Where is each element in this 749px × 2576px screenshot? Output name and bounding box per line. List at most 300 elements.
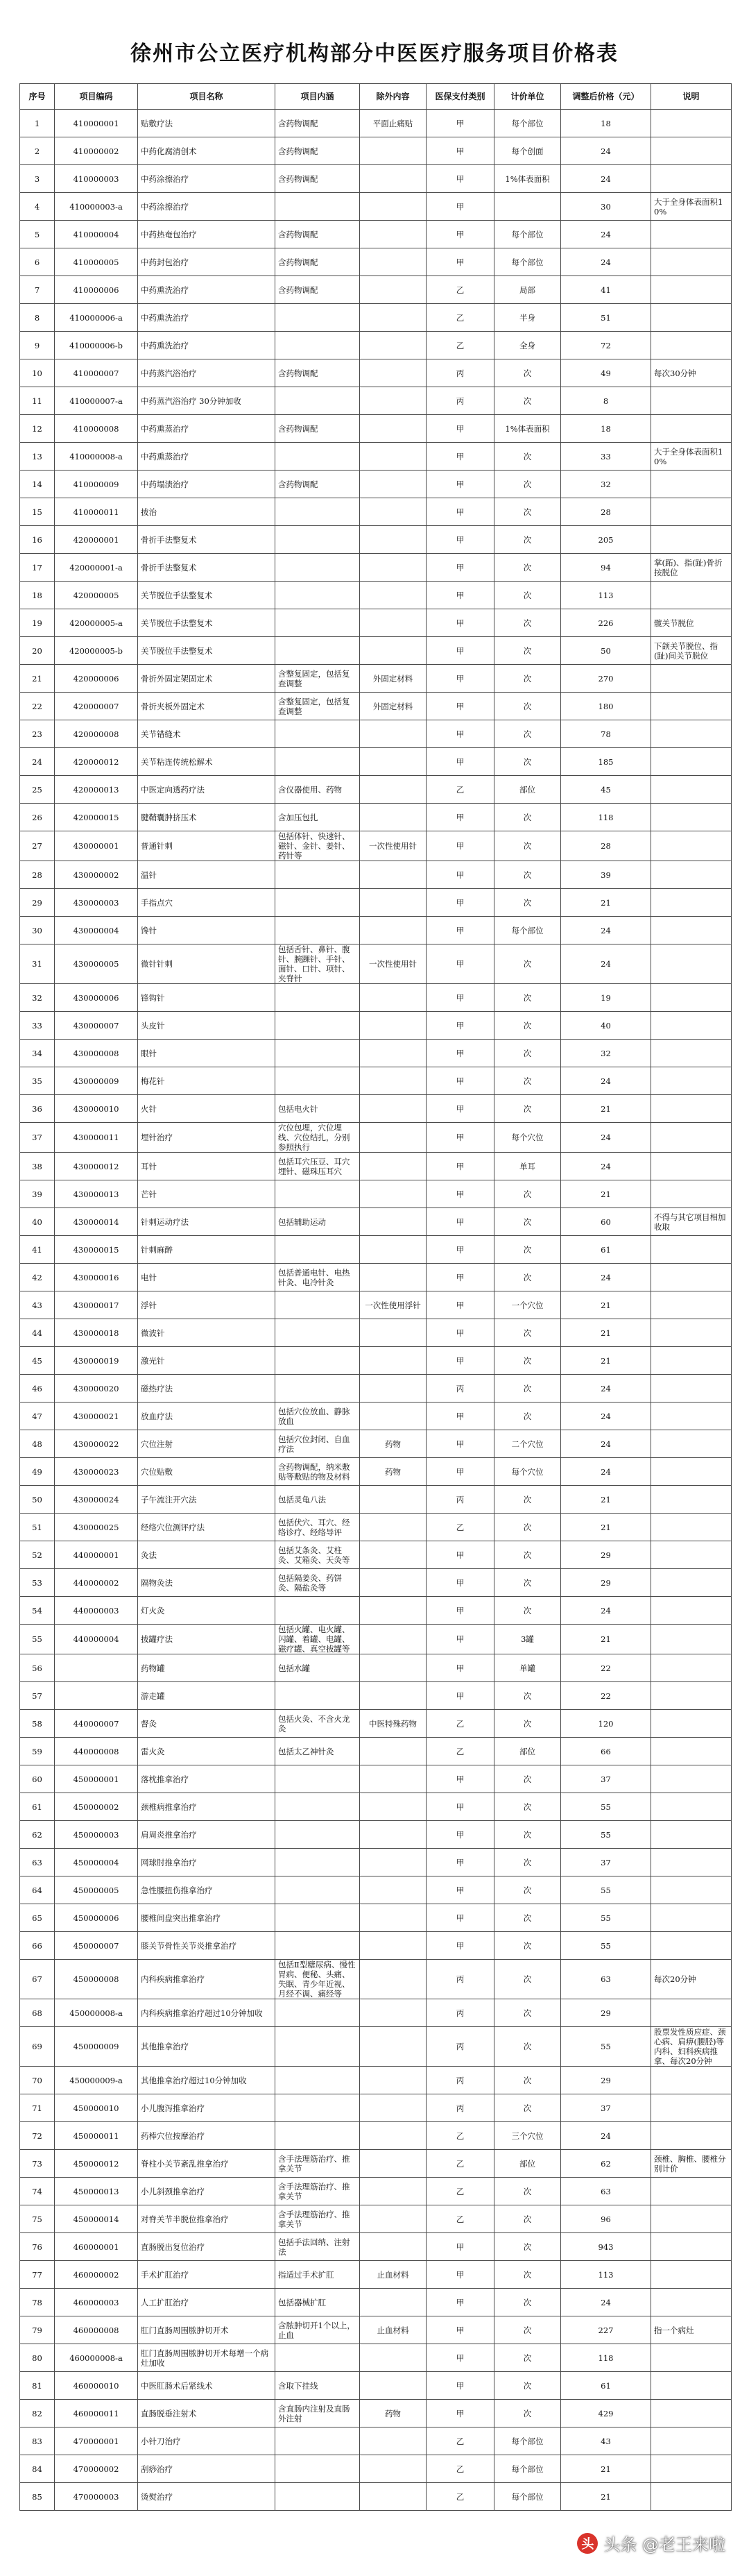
adjusted-price-cell: 63 (561, 1960, 651, 1999)
item-exclusions-cell (360, 1208, 427, 1236)
item-notes-cell (651, 1430, 732, 1458)
row-index-cell: 29 (20, 889, 55, 917)
item-exclusions-cell (360, 1849, 427, 1876)
table-row (20, 1710, 732, 1738)
row-index-cell: 17 (20, 554, 55, 582)
item-name-cell: 拔罐疗法 (138, 1625, 275, 1654)
row-index-cell: 67 (20, 1960, 55, 1999)
table-row (20, 1932, 732, 1960)
item-notes-cell (651, 720, 732, 748)
adjusted-price-cell: 29 (561, 1999, 651, 2027)
table-row (20, 1625, 732, 1654)
insurance-category-cell: 甲 (427, 1040, 494, 1067)
item-exclusions-cell: 中医特殊药物 (360, 1710, 427, 1738)
item-notes-cell (651, 861, 732, 889)
pricing-unit-cell: 每个部位 (494, 2483, 561, 2511)
item-exclusions-cell (360, 748, 427, 776)
item-code-cell: 430000010 (55, 1095, 138, 1123)
pricing-unit-cell: 次 (494, 471, 561, 498)
item-code-cell: 460000008-a (55, 2344, 138, 2372)
adjusted-price-cell: 120 (561, 1710, 651, 1738)
item-code-cell: 410000005 (55, 248, 138, 276)
item-name-cell: 骨折外固定架固定术 (138, 665, 275, 693)
pricing-unit-cell: 一个穴位 (494, 1291, 561, 1319)
item-notes-cell (651, 137, 732, 165)
insurance-category-cell: 甲 (427, 2316, 494, 2344)
item-code-cell: 430000014 (55, 1208, 138, 1236)
adjusted-price-cell: 39 (561, 861, 651, 889)
row-index-cell: 62 (20, 1821, 55, 1849)
adjusted-price-cell: 61 (561, 2372, 651, 2400)
insurance-category-cell: 丙 (427, 1486, 494, 1514)
row-index-cell: 23 (20, 720, 55, 748)
insurance-category-cell: 乙 (427, 304, 494, 332)
adjusted-price-cell: 24 (561, 1153, 651, 1180)
adjusted-price-cell: 21 (561, 1319, 651, 1347)
table-row (20, 526, 732, 554)
insurance-category-cell: 丙 (427, 387, 494, 415)
item-name-cell: 芒针 (138, 1180, 275, 1208)
adjusted-price-cell: 118 (561, 2344, 651, 2372)
table-row (20, 1012, 732, 1040)
item-exclusions-cell: 药物 (360, 1430, 427, 1458)
item-exclusions-cell (360, 221, 427, 248)
item-code-cell (55, 1654, 138, 1682)
table-row (20, 1904, 732, 1932)
item-code-cell: 450000009-a (55, 2067, 138, 2094)
item-notes-cell: 大于全身体表面积10% (651, 193, 732, 221)
insurance-category-cell: 乙 (427, 1710, 494, 1738)
insurance-category-cell: 甲 (427, 984, 494, 1012)
item-name-cell: 腰椎间盘突出推拿治疗 (138, 1904, 275, 1932)
table-row (20, 1765, 732, 1793)
table-row (20, 889, 732, 917)
item-content-cell (275, 1904, 360, 1932)
item-code-cell: 420000005-b (55, 637, 138, 665)
adjusted-price-cell: 24 (561, 1597, 651, 1625)
insurance-category-cell: 甲 (427, 720, 494, 748)
table-row (20, 1123, 732, 1153)
insurance-category-cell: 甲 (427, 2372, 494, 2400)
item-exclusions-cell (360, 276, 427, 304)
adjusted-price-cell: 24 (561, 1264, 651, 1291)
adjusted-price-cell: 21 (561, 1180, 651, 1208)
item-content-cell: 含药物调配 (275, 221, 360, 248)
col-header-insurance-category: 医保支付类别 (427, 84, 494, 110)
row-index-cell: 64 (20, 1876, 55, 1904)
item-code-cell: 450000002 (55, 1793, 138, 1821)
row-index-cell: 13 (20, 443, 55, 471)
item-content-cell (275, 498, 360, 526)
item-code-cell: 440000004 (55, 1625, 138, 1654)
row-index-cell: 51 (20, 1514, 55, 1541)
item-exclusions-cell (360, 1999, 427, 2027)
row-index-cell: 26 (20, 804, 55, 831)
item-notes-cell (651, 415, 732, 443)
item-notes-cell (651, 498, 732, 526)
adjusted-price-cell: 18 (561, 110, 651, 137)
pricing-unit-cell: 次 (494, 1095, 561, 1123)
item-exclusions-cell (360, 1765, 427, 1793)
adjusted-price-cell: 24 (561, 1430, 651, 1458)
table-row (20, 2400, 732, 2427)
row-index-cell: 31 (20, 944, 55, 984)
adjusted-price-cell: 113 (561, 582, 651, 609)
item-exclusions-cell (360, 2289, 427, 2316)
item-content-cell (275, 861, 360, 889)
item-content-cell (275, 1180, 360, 1208)
table-row (20, 2205, 732, 2233)
item-name-cell: 直肠脱垂注射术 (138, 2400, 275, 2427)
table-row (20, 110, 732, 137)
item-exclusions-cell (360, 1682, 427, 1710)
item-exclusions-cell (360, 1821, 427, 1849)
row-index-cell: 25 (20, 776, 55, 804)
pricing-unit-cell: 每个穴位 (494, 1123, 561, 1153)
table-row (20, 1208, 732, 1236)
item-name-cell: 骨折手法整复术 (138, 526, 275, 554)
item-content-cell: 包括隔姜灸、药饼灸、隔盐灸等 (275, 1569, 360, 1597)
insurance-category-cell: 甲 (427, 1569, 494, 1597)
item-content-cell: 包括伏穴、耳穴、经络诊疗、经络导评 (275, 1514, 360, 1541)
table-row (20, 1821, 732, 1849)
item-exclusions-cell (360, 1403, 427, 1430)
item-code-cell: 410000006 (55, 276, 138, 304)
pricing-unit-cell: 次 (494, 1514, 561, 1541)
table-row (20, 720, 732, 748)
insurance-category-cell: 甲 (427, 1012, 494, 1040)
table-row (20, 1040, 732, 1067)
item-content-cell (275, 1597, 360, 1625)
pricing-unit-cell: 次 (494, 1067, 561, 1095)
pricing-unit-cell: 次 (494, 748, 561, 776)
item-code-cell (55, 1682, 138, 1710)
pricing-unit-cell: 次 (494, 1597, 561, 1625)
item-notes-cell (651, 1793, 732, 1821)
insurance-category-cell: 乙 (427, 1514, 494, 1541)
item-name-cell: 内科疾病推拿治疗 (138, 1960, 275, 1999)
item-exclusions-cell (360, 2233, 427, 2261)
table-row (20, 471, 732, 498)
item-content-cell (275, 332, 360, 359)
item-exclusions-cell (360, 776, 427, 804)
row-index-cell: 3 (20, 165, 55, 193)
pricing-unit-cell: 每个部位 (494, 221, 561, 248)
adjusted-price-cell: 24 (561, 1067, 651, 1095)
item-content-cell (275, 2067, 360, 2094)
pricing-unit-cell: 次 (494, 1319, 561, 1347)
item-code-cell: 430000005 (55, 944, 138, 984)
table-row (20, 276, 732, 304)
pricing-unit-cell: 次 (494, 2372, 561, 2400)
item-content-cell (275, 1375, 360, 1403)
item-code-cell: 440000003 (55, 1597, 138, 1625)
item-content-cell: 包括Ⅱ型糖尿病、慢性胃病、便秘、头痛、失眠、青少年近视、月经不调、痛经等 (275, 1960, 360, 1999)
row-index-cell: 61 (20, 1793, 55, 1821)
item-name-cell: 放血疗法 (138, 1403, 275, 1430)
insurance-category-cell: 甲 (427, 110, 494, 137)
row-index-cell: 6 (20, 248, 55, 276)
item-notes-cell (651, 917, 732, 944)
item-content-cell: 包括电火针 (275, 1095, 360, 1123)
insurance-category-cell: 甲 (427, 1347, 494, 1375)
insurance-category-cell: 甲 (427, 1123, 494, 1153)
insurance-category-cell: 丙 (427, 2094, 494, 2122)
item-exclusions-cell (360, 637, 427, 665)
item-content-cell: 包括手法回纳、注射法 (275, 2233, 360, 2261)
item-code-cell: 410000003-a (55, 193, 138, 221)
pricing-unit-cell: 全身 (494, 332, 561, 359)
adjusted-price-cell: 40 (561, 1012, 651, 1040)
table-row (20, 1264, 732, 1291)
item-code-cell: 410000002 (55, 137, 138, 165)
item-content-cell: 含药物调配 (275, 165, 360, 193)
insurance-category-cell: 丙 (427, 2027, 494, 2067)
item-exclusions-cell (360, 1932, 427, 1960)
item-name-cell: 内科疾病推拿治疗超过10分钟加收 (138, 1999, 275, 2027)
item-exclusions-cell (360, 471, 427, 498)
item-content-cell (275, 582, 360, 609)
item-exclusions-cell (360, 1067, 427, 1095)
row-index-cell: 4 (20, 193, 55, 221)
adjusted-price-cell: 21 (561, 2483, 651, 2511)
pricing-unit-cell: 次 (494, 2316, 561, 2344)
item-content-cell: 含手法理筋治疗、推拿关节 (275, 2150, 360, 2178)
item-exclusions-cell (360, 1569, 427, 1597)
table-row (20, 1458, 732, 1486)
insurance-category-cell: 甲 (427, 526, 494, 554)
insurance-category-cell: 甲 (427, 1236, 494, 1264)
item-exclusions-cell (360, 304, 427, 332)
item-content-cell: 含药物调配 (275, 471, 360, 498)
item-code-cell: 410000004 (55, 221, 138, 248)
item-code-cell: 420000012 (55, 748, 138, 776)
adjusted-price-cell: 227 (561, 2316, 651, 2344)
pricing-unit-cell: 次 (494, 498, 561, 526)
adjusted-price-cell: 21 (561, 1291, 651, 1319)
item-code-cell: 440000001 (55, 1541, 138, 1569)
adjusted-price-cell: 22 (561, 1682, 651, 1710)
pricing-unit-cell: 次 (494, 693, 561, 720)
item-notes-cell (651, 1012, 732, 1040)
adjusted-price-cell: 72 (561, 332, 651, 359)
table-row (20, 2094, 732, 2122)
table-body (20, 110, 732, 2511)
table-row (20, 2316, 732, 2344)
item-content-cell (275, 526, 360, 554)
item-notes-cell (651, 1625, 732, 1654)
table-row (20, 1597, 732, 1625)
pricing-unit-cell: 次 (494, 1999, 561, 2027)
item-code-cell: 430000022 (55, 1430, 138, 1458)
insurance-category-cell: 丙 (427, 1999, 494, 2027)
insurance-category-cell: 甲 (427, 609, 494, 637)
item-code-cell: 430000015 (55, 1236, 138, 1264)
item-exclusions-cell (360, 2122, 427, 2150)
row-index-cell: 7 (20, 276, 55, 304)
item-notes-cell (651, 2261, 732, 2289)
table-row (20, 2067, 732, 2094)
item-content-cell: 包括水罐 (275, 1654, 360, 1682)
adjusted-price-cell: 24 (561, 248, 651, 276)
item-notes-cell (651, 1541, 732, 1569)
adjusted-price-cell: 96 (561, 2205, 651, 2233)
insurance-category-cell: 甲 (427, 2400, 494, 2427)
price-table (19, 83, 732, 2511)
adjusted-price-cell: 24 (561, 137, 651, 165)
pricing-unit-cell: 次 (494, 1849, 561, 1876)
item-exclusions-cell (360, 248, 427, 276)
item-exclusions-cell (360, 1904, 427, 1932)
item-name-cell: 对脊关节半脱位推拿治疗 (138, 2205, 275, 2233)
adjusted-price-cell: 55 (561, 2027, 651, 2067)
row-index-cell: 75 (20, 2205, 55, 2233)
table-row (20, 944, 732, 984)
adjusted-price-cell: 943 (561, 2233, 651, 2261)
row-index-cell: 49 (20, 1458, 55, 1486)
insurance-category-cell: 甲 (427, 1095, 494, 1123)
item-code-cell: 450000006 (55, 1904, 138, 1932)
insurance-category-cell: 丙 (427, 2067, 494, 2094)
pricing-unit-cell: 1%体表面积 (494, 415, 561, 443)
item-name-cell: 肛门直肠周围脓肿切开术 (138, 2316, 275, 2344)
adjusted-price-cell: 62 (561, 2150, 651, 2178)
item-exclusions-cell (360, 137, 427, 165)
item-name-cell: 游走罐 (138, 1682, 275, 1710)
row-index-cell: 20 (20, 637, 55, 665)
table-row (20, 2289, 732, 2316)
item-code-cell: 410000006-b (55, 332, 138, 359)
item-name-cell: 灯火灸 (138, 1597, 275, 1625)
item-notes-cell: 指一个病灶 (651, 2316, 732, 2344)
item-notes-cell (651, 1403, 732, 1430)
item-name-cell: 微波针 (138, 1319, 275, 1347)
pricing-unit-cell: 部位 (494, 2150, 561, 2178)
item-exclusions-cell (360, 1738, 427, 1765)
insurance-category-cell: 甲 (427, 2233, 494, 2261)
row-index-cell: 63 (20, 1849, 55, 1876)
row-index-cell: 32 (20, 984, 55, 1012)
item-name-cell: 中药化腐清创术 (138, 137, 275, 165)
item-name-cell: 穴位注射 (138, 1430, 275, 1458)
table-row (20, 1514, 732, 1541)
table-row (20, 917, 732, 944)
item-notes-cell (651, 1319, 732, 1347)
item-notes-cell (651, 2205, 732, 2233)
item-name-cell: 中药熏洗治疗 (138, 276, 275, 304)
item-code-cell: 440000008 (55, 1738, 138, 1765)
item-code-cell: 450000012 (55, 2150, 138, 2178)
table-header-row (20, 84, 732, 110)
insurance-category-cell: 甲 (427, 1180, 494, 1208)
adjusted-price-cell: 55 (561, 1932, 651, 1960)
adjusted-price-cell: 226 (561, 609, 651, 637)
item-notes-cell (651, 1486, 732, 1514)
adjusted-price-cell: 37 (561, 1765, 651, 1793)
item-notes-cell (651, 2289, 732, 2316)
insurance-category-cell: 丙 (427, 359, 494, 387)
pricing-unit-cell: 次 (494, 1012, 561, 1040)
item-notes-cell (651, 1264, 732, 1291)
adjusted-price-cell: 32 (561, 471, 651, 498)
item-exclusions-cell: 外固定材料 (360, 665, 427, 693)
item-exclusions-cell: 药物 (360, 2400, 427, 2427)
pricing-unit-cell: 次 (494, 1486, 561, 1514)
item-exclusions-cell (360, 1541, 427, 1569)
table-row (20, 221, 732, 248)
item-content-cell (275, 1765, 360, 1793)
adjusted-price-cell: 24 (561, 2122, 651, 2150)
pricing-unit-cell: 每个部位 (494, 110, 561, 137)
item-exclusions-cell (360, 443, 427, 471)
insurance-category-cell: 甲 (427, 1541, 494, 1569)
item-name-cell: 小儿腹泻推拿治疗 (138, 2094, 275, 2122)
item-code-cell: 410000001 (55, 110, 138, 137)
table-row (20, 804, 732, 831)
pricing-unit-cell: 次 (494, 861, 561, 889)
item-name-cell: 小针刀治疗 (138, 2427, 275, 2455)
adjusted-price-cell: 63 (561, 2178, 651, 2205)
item-notes-cell (651, 1738, 732, 1765)
item-content-cell (275, 2027, 360, 2067)
item-name-cell: 骨折手法整复术 (138, 554, 275, 582)
insurance-category-cell: 甲 (427, 1793, 494, 1821)
adjusted-price-cell: 45 (561, 776, 651, 804)
item-exclusions-cell (360, 582, 427, 609)
table-row (20, 554, 732, 582)
row-index-cell: 22 (20, 693, 55, 720)
table-row (20, 2150, 732, 2178)
item-content-cell (275, 2344, 360, 2372)
item-notes-cell (651, 1597, 732, 1625)
item-content-cell: 包括辅助运动 (275, 1208, 360, 1236)
table-row (20, 1999, 732, 2027)
item-exclusions-cell (360, 193, 427, 221)
adjusted-price-cell: 21 (561, 1095, 651, 1123)
item-name-cell: 骨折夹板外固定术 (138, 693, 275, 720)
adjusted-price-cell: 30 (561, 193, 651, 221)
table-row (20, 1067, 732, 1095)
item-content-cell: 含药物调配 (275, 276, 360, 304)
item-code-cell: 420000008 (55, 720, 138, 748)
item-name-cell: 磁热疗法 (138, 1375, 275, 1403)
table-row (20, 582, 732, 609)
adjusted-price-cell: 37 (561, 1849, 651, 1876)
item-content-cell: 含仪器使用、药物 (275, 776, 360, 804)
pricing-unit-cell: 次 (494, 1682, 561, 1710)
item-name-cell: 烫熨治疗 (138, 2483, 275, 2511)
table-row (20, 831, 732, 861)
item-content-cell: 含药物调配 (275, 248, 360, 276)
item-code-cell: 430000020 (55, 1375, 138, 1403)
item-code-cell: 430000025 (55, 1514, 138, 1541)
item-name-cell: 普通针刺 (138, 831, 275, 861)
adjusted-price-cell: 185 (561, 748, 651, 776)
item-name-cell: 针刺运动疗法 (138, 1208, 275, 1236)
table-row (20, 359, 732, 387)
row-index-cell: 79 (20, 2316, 55, 2344)
item-notes-cell (651, 2400, 732, 2427)
row-index-cell: 53 (20, 1569, 55, 1597)
item-content-cell: 包括灵龟八法 (275, 1486, 360, 1514)
table-row (20, 1876, 732, 1904)
item-name-cell: 锋钩针 (138, 984, 275, 1012)
item-code-cell: 460000008 (55, 2316, 138, 2344)
pricing-unit-cell: 次 (494, 554, 561, 582)
insurance-category-cell: 甲 (427, 165, 494, 193)
adjusted-price-cell: 55 (561, 1876, 651, 1904)
item-code-cell: 410000011 (55, 498, 138, 526)
